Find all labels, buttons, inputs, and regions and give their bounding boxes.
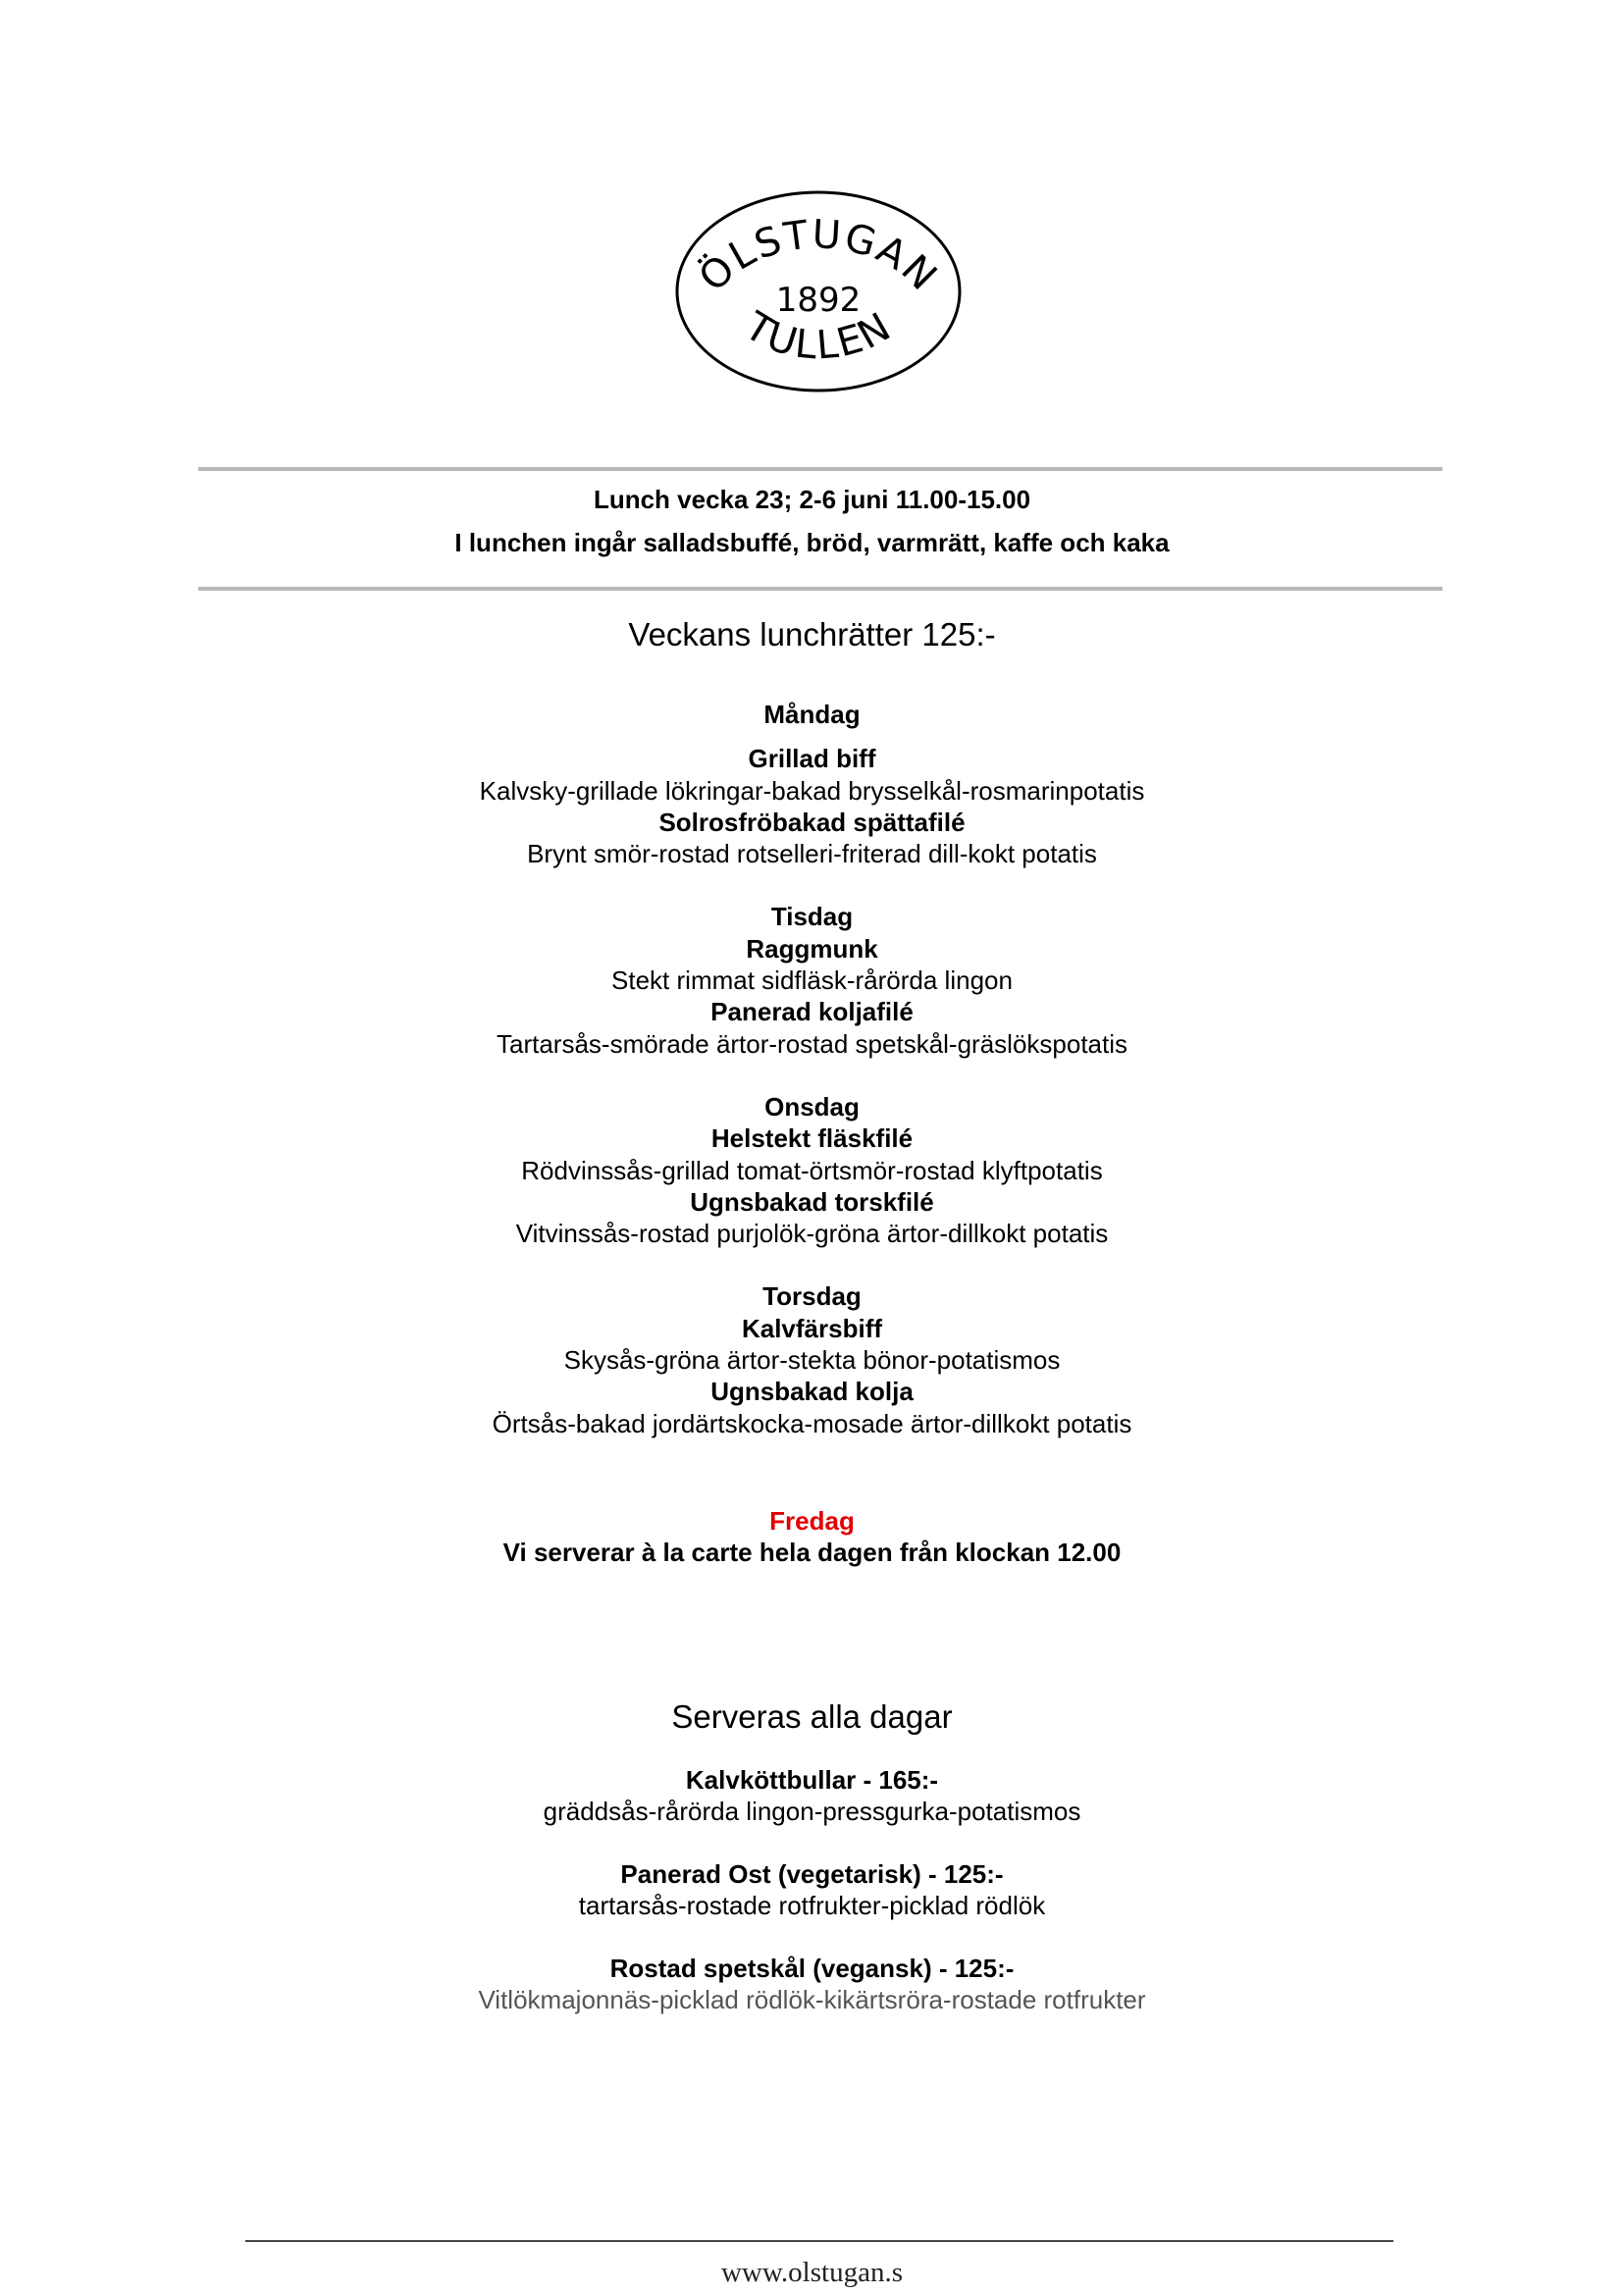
alldays-item — [0, 1953, 1624, 2015]
alldays-item — [0, 1858, 1624, 1921]
dish-title: Kalvfärsbiff — [741, 1313, 883, 1343]
lunch-heading: Veckans lunchrätter 125:- — [628, 616, 996, 652]
dish-desc: Stekt rimmat sidfläsk-rårörda lingon — [611, 965, 1013, 996]
dish-title: Panerad koljafilé — [710, 997, 914, 1027]
alldays-menu — [0, 1764, 1624, 2047]
intro-divider — [198, 587, 1442, 591]
logo-top-text: ÖLSTUGAN — [690, 211, 947, 301]
footer-divider — [245, 2240, 1393, 2242]
alldays-item — [0, 1764, 1624, 1827]
alldays-title: Panerad Ost (vegetarisk) - 125:- — [620, 1859, 1004, 1889]
day-monday — [0, 699, 1624, 869]
dish-title: Raggmunk — [746, 933, 878, 964]
dish-title: Grillad biff — [748, 744, 876, 774]
day-wednesday — [0, 1091, 1624, 1249]
dish-desc: Kalvsky-grillade lökringar-bakad brysselkål-rosmarinpotatis — [479, 775, 1145, 806]
dish-desc: Brynt smör-rostad rotselleri-friterad dill-kokt potatis — [527, 839, 1097, 869]
dish-title: Solrosfröbakad spättafilé — [658, 807, 966, 837]
friday-text: Vi serverar à la carte hela dagen från klockan 12.00 — [502, 1538, 1122, 1567]
alldays-title: Kalvköttbullar - 165:- — [685, 1765, 939, 1795]
dish-desc: Rödvinssås-grillad tomat-örtsmör-rostad klyftpotatis — [521, 1155, 1103, 1185]
logo-year: 1892 — [775, 281, 862, 320]
day-name: Torsdag — [762, 1281, 862, 1312]
day-name: Tisdag — [770, 902, 854, 932]
intro-line-1: Lunch vecka 23; 2-6 juni 11.00-15.00 — [593, 485, 1031, 514]
alldays-desc: Vitlökmajonnäs-picklad rödlök-kikärtsröra-rostade rotfrukter — [478, 1985, 1146, 2014]
olstugan-logo — [673, 188, 964, 394]
intro-line-2: I lunchen ingår salladsbuffé, bröd, varmrätt, kaffe och kaka — [454, 528, 1170, 557]
dish-desc: Tartarsås-smörade ärtor-rostad spetskål-gräslökspotatis — [496, 1028, 1128, 1059]
dish-desc: Skysås-gröna ärtor-stekta bönor-potatismos — [563, 1345, 1061, 1376]
alldays-title: Rostad spetskål (vegansk) - 125:- — [609, 1954, 1015, 1983]
alldays-desc: gräddsås-rårörda lingon-pressgurka-potatismos — [543, 1797, 1081, 1826]
day-name: Måndag — [763, 700, 861, 729]
dish-title: Ugnsbakad torskfilé — [690, 1186, 934, 1217]
footer-url: www.olstugan.s — [720, 2257, 903, 2288]
top-divider — [198, 467, 1442, 471]
dish-desc: Örtsås-bakad jordärtskocka-mosade ärtor-dillkokt potatis — [492, 1408, 1132, 1438]
logo-bottom-text: TULLEN — [737, 303, 900, 369]
dish-title: Ugnsbakad kolja — [710, 1377, 914, 1407]
day-friday — [0, 1505, 1624, 1568]
day-thursday — [0, 1280, 1624, 1438]
day-name: Onsdag — [764, 1091, 860, 1121]
intro — [0, 478, 1624, 564]
dish-title: Helstekt fläskfilé — [710, 1123, 914, 1154]
alldays-heading: Serveras alla dagar — [671, 1698, 953, 1735]
friday-label: Fredag — [769, 1506, 855, 1536]
dish-desc: Vitvinssås-rostad purjolök-gröna ärtor-dillkokt potatis — [515, 1219, 1109, 1249]
weekday-menu — [0, 699, 1624, 1471]
day-tuesday — [0, 901, 1624, 1059]
alldays-desc: tartarsås-rostade rotfrukter-picklad rödlök — [578, 1891, 1046, 1920]
